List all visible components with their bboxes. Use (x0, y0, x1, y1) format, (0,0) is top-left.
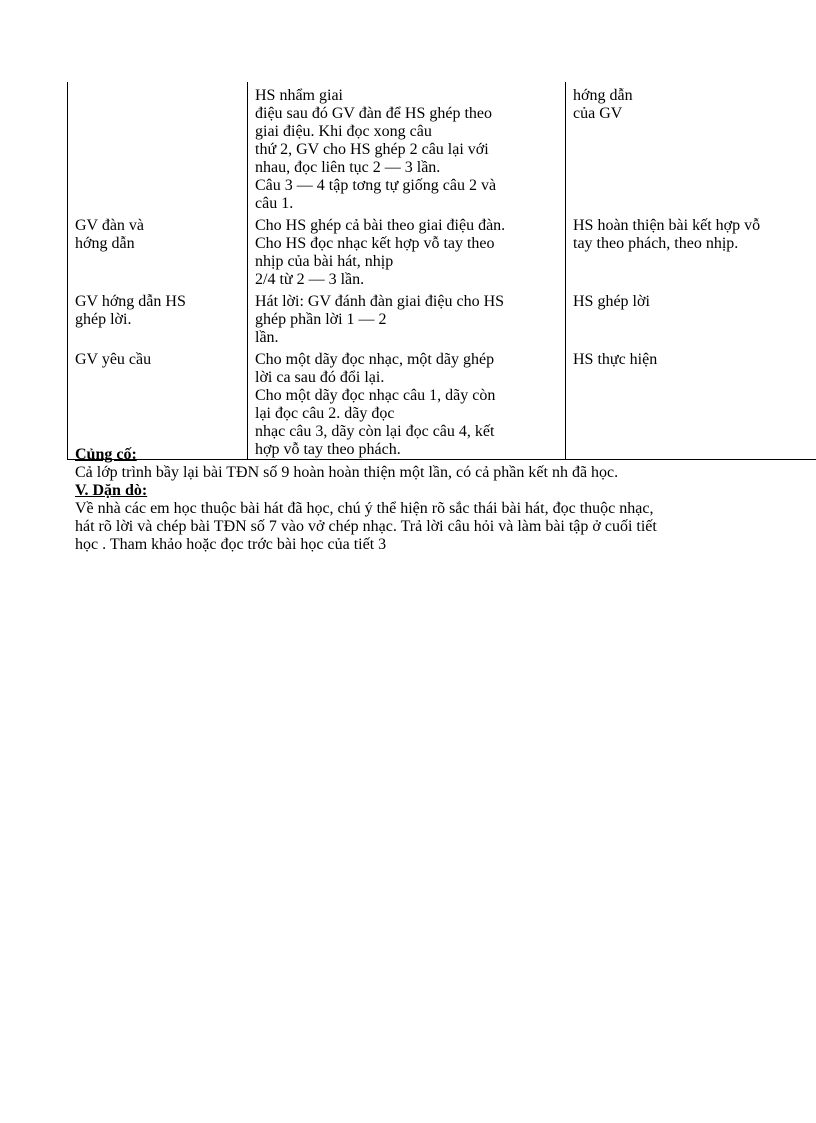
teacher-cell: GV yêu cầu (68, 347, 248, 460)
teacher-cell (68, 82, 248, 213)
student-cell: HS hoàn thiện bài kết hợp vỗ tay theo phách, theo nhịp. (566, 213, 816, 289)
teacher-cell: GV hớng dẫn HS ghép lời. (68, 289, 248, 347)
consolidation-section (75, 446, 775, 482)
homework-section (75, 482, 775, 554)
consolidation-text: Cả lớp trình bầy lại bài TĐN số 9 hoàn hoàn thiện một lần, có cả phần kết nh đã học. (75, 464, 619, 481)
lesson-activity-table (67, 82, 816, 460)
student-cell: HS thực hiện (566, 347, 816, 460)
homework-heading: V. Dặn dò: (75, 482, 148, 499)
table-row (68, 82, 816, 213)
content-cell: Cho một dãy đọc nhạc, một dãy ghép lời ca sau đó đổi lại. Cho một dãy đọc nhạc câu 1, dãy còn lại đọc câu 2. dãy đọc nhạc câu 3, dãy còn lại đọc câu 4, kết hợp vỗ tay theo phách. (248, 347, 566, 460)
content-cell: Cho HS ghép cả bài theo giai điệu đàn. Cho HS đọc nhạc kết hợp vỗ tay theo nhịp của bài hát, nhịp 2/4 từ 2 — 3 lần. (248, 213, 566, 289)
table-row (68, 289, 816, 347)
student-cell: HS ghép lời (566, 289, 816, 347)
content-cell: Hát lời: GV đánh đàn giai điệu cho HS ghép phần lời 1 — 2 lần. (248, 289, 566, 347)
consolidation-heading: Củng cố: (75, 446, 137, 463)
homework-line: Về nhà các em học thuộc bài hát đã học, chú ý thể hiện rõ sắc thái bài hát, đọc thuộc nhạc, (75, 500, 654, 517)
student-cell: hớng dẫn của GV (566, 82, 816, 213)
content-cell: HS nhẩm giai điệu sau đó GV đàn để HS ghép theo giai điệu. Khi đọc xong câu thứ 2, GV cho HS ghép 2 câu lại với nhau, đọc liên tục 2 — 3 lần. Câu 3 — 4 tập tơng tự giống câu 2 và câu 1. (248, 82, 566, 213)
table-row (68, 347, 816, 460)
homework-line: hát rõ lời và chép bài TĐN số 7 vào vở chép nhạc. Trả lời câu hỏi và làm bài tập ở cuối tiết (75, 518, 657, 535)
table-row (68, 213, 816, 289)
teacher-cell: GV đàn và hớng dẫn (68, 213, 248, 289)
homework-line: học . Tham khảo hoặc đọc trớc bài học của tiết 3 (75, 536, 387, 553)
